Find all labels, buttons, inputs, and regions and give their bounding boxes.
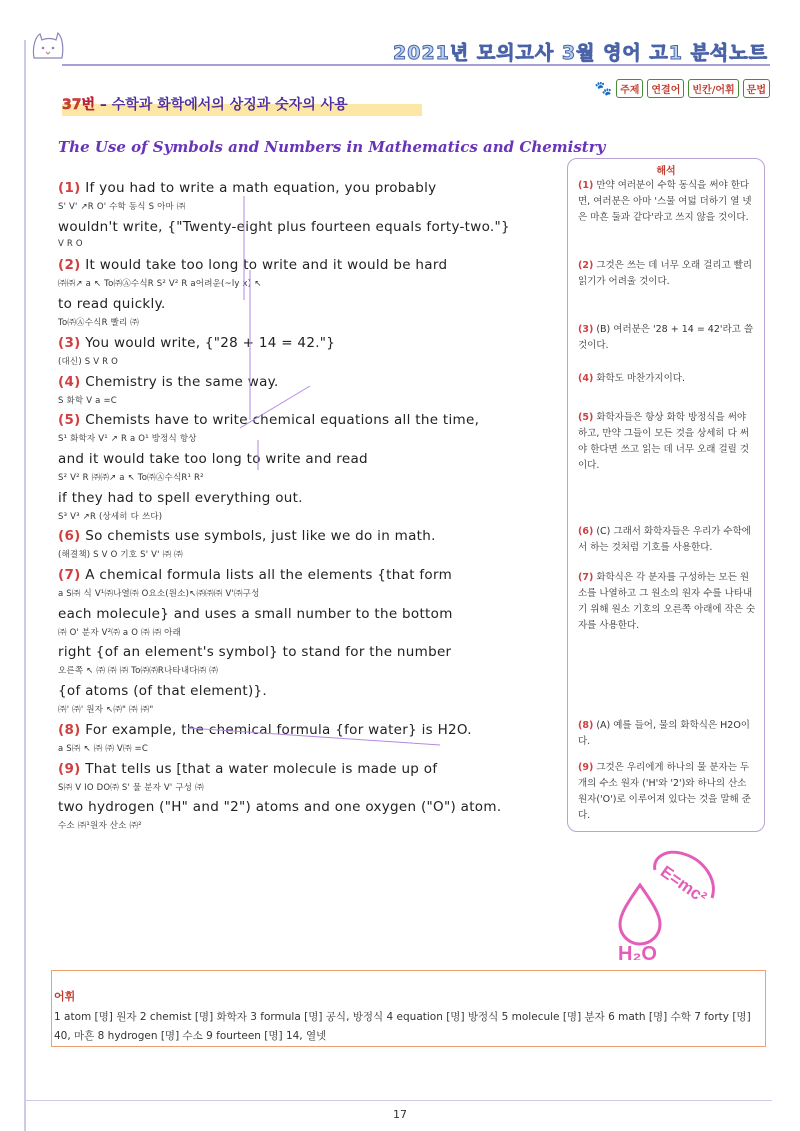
sentence-text: right {of an element's symbol} to stand for the number xyxy=(58,644,452,661)
tab-grammar: 문법 xyxy=(743,79,770,98)
grammar-annotation: ㈜' ㈜' 원자 ↖㈜" ㈜ ㈜" xyxy=(58,705,154,716)
tab-connector: 연결어 xyxy=(647,79,684,98)
sentence-line xyxy=(58,257,447,273)
translation-item xyxy=(578,258,758,290)
sentence-line xyxy=(58,722,472,738)
cat-logo-icon xyxy=(28,28,68,64)
header-title: 2021년 모의고사 3월 영어 고1 분석노트 xyxy=(393,42,768,64)
sentence-text: You would write, {"28 + 14 = 42."} xyxy=(80,334,336,351)
translation-text: 만약 여러분이 수학 동식을 써야 한다면, 여러분은 아마 '스물 여덟 더하기 열 넷은 마흔 둘과 같다'라고 쓰지 않을 것이다. xyxy=(578,180,752,223)
translation-text: (B) 여러분은 '28 + 14 = 42'라고 쓸 것이다. xyxy=(578,324,754,351)
sentence-text: A chemical formula lists all the elements {that form xyxy=(80,567,453,583)
section-title: – 수학과 화학에서의 상징과 숫자의 사용 xyxy=(99,97,348,113)
sentence-line xyxy=(58,490,303,506)
sentence-text: That tells us [that a water molecule is made up of xyxy=(80,760,438,777)
sentence-number: (9) xyxy=(58,760,81,777)
sentence-line xyxy=(58,180,436,196)
grammar-annotation: To㈜Ⓐ수식R 빨리 ㈜ xyxy=(58,318,140,329)
page-number: 17 xyxy=(393,1108,407,1121)
translation-number: (1) xyxy=(578,180,594,191)
vocab-heading: 어휘 xyxy=(54,990,76,1003)
footer-rule xyxy=(24,1100,772,1101)
left-margin-rule xyxy=(24,40,26,1131)
sentence-number: (3) xyxy=(58,334,81,351)
grammar-annotation: S³ V³ ↗R (상세히 다 쓰다) xyxy=(58,511,163,522)
sentence-line xyxy=(58,219,510,235)
translation-heading: 해석 xyxy=(656,166,676,177)
english-title: The Use of Symbols and Numbers in Mathematics and Chemistry xyxy=(58,138,606,156)
translation-number: (4) xyxy=(578,373,594,384)
sentence-line xyxy=(58,374,279,390)
grammar-annotation: V R O xyxy=(58,238,83,249)
translation-number: (2) xyxy=(578,260,594,271)
grammar-annotation: S¹ 화학자 V¹ ↗ R a O¹ 방정식 항상 xyxy=(58,434,197,445)
translation-text: 그것은 쓰는 데 너무 오래 걸리고 빨리 읽기가 어려울 것이다. xyxy=(578,260,753,287)
translation-item xyxy=(578,178,758,226)
grammar-annotation: S² V² R ㈜㈜↗ a ↖ To㈜Ⓐ수식R¹ R² xyxy=(58,472,204,483)
sentence-number: (6) xyxy=(58,528,81,545)
sentence-line xyxy=(58,567,452,583)
sentence-text: If you had to write a math equation, you probably xyxy=(80,180,437,196)
tab-topic: 주제 xyxy=(616,79,643,98)
water-text: H₂O xyxy=(618,943,657,960)
translation-text: 그것은 우리에게 하나의 물 분자는 두 개의 수소 원자 ('H'와 '2')와 하나의 산소 원자('O')로 이루어져 있다는 것을 말해 준다. xyxy=(578,762,751,821)
sentence-text: It would take too long to write and it would be hard xyxy=(80,257,448,274)
grammar-annotation: 수소 ㈜¹원자 산소 ㈜² xyxy=(58,821,142,832)
translation-item xyxy=(578,570,758,634)
sentence-text: and it would take too long to write and read xyxy=(58,450,368,467)
sentence-text: So chemists use symbols, just like we do in math. xyxy=(80,528,436,545)
translation-number: (8) xyxy=(578,720,594,731)
sentence-line xyxy=(58,528,436,544)
paw-icon: 🐾 xyxy=(594,80,613,97)
grammar-annotation: S 화학 V a =C xyxy=(58,395,117,406)
sentence-text: if they had to spell everything out. xyxy=(58,489,303,506)
sentence-line xyxy=(58,412,479,428)
grammar-annotation: a S㈜ ↖ ㈜ ㈜ V㈜ =C xyxy=(58,743,149,754)
water-drop-illustration xyxy=(600,840,730,960)
translation-number: (9) xyxy=(578,762,594,773)
translation-text: (A) 예를 들어, 물의 화학식은 H2O이다. xyxy=(578,720,750,747)
sentence-number: (5) xyxy=(58,412,81,429)
sentence-text: two hydrogen ("H" and "2") atoms and one oxygen ("O") atom. xyxy=(58,799,502,816)
grammar-annotation: ㈜ O' 분자 V²㈜ a O ㈜ ㈜ 아래 xyxy=(58,627,182,638)
sentence-number: (2) xyxy=(58,257,81,274)
sentence-number: (8) xyxy=(58,721,81,738)
sentence-line xyxy=(58,644,451,660)
translation-item xyxy=(578,760,758,824)
grammar-annotation: (해결책) S V O 기호 S' V' ㈜ ㈜ xyxy=(58,550,183,561)
sentence-text: wouldn't write, {"Twenty-eight plus fourteen equals forty-two."} xyxy=(58,218,510,235)
section-number: 37번 xyxy=(62,97,96,113)
translation-item xyxy=(578,322,758,354)
sentence-line xyxy=(58,335,335,351)
translation-number: (7) xyxy=(578,572,594,583)
sentence-number: (7) xyxy=(58,567,81,583)
grammar-annotation: 오른쪽 ↖ ㈜ ㈜ ㈜ To㈜㈜R나타내다㈜ ㈜ xyxy=(58,666,218,677)
translation-number: (5) xyxy=(578,412,594,423)
sentence-text: Chemistry is the same way. xyxy=(80,373,279,390)
translation-item xyxy=(578,524,758,556)
grammar-annotation: ㈜㈜↗ a ↖ To㈜Ⓐ수식R S² V² R a어려운(~ly x) ↖ xyxy=(58,279,262,290)
sentence-text: {of atoms (of that element)}. xyxy=(58,683,267,700)
formula-text: E=mc² xyxy=(656,862,711,908)
vocab-list: 1 atom [명] 원자 2 chemist [명] 화학자 3 formula [명] 공식, 방정식 4 equation [명] 방정식 5 molecule [명] 분자 6 math [명] 수학 7 forty [명] 40, 마흔 8 hydrogen [명] 수소 9 fourteen [명] 14, 열넷 xyxy=(54,1011,751,1042)
sentence-line xyxy=(58,761,437,777)
sentence-number: (1) xyxy=(58,180,81,196)
translation-text: 화학도 마찬가지이다. xyxy=(596,373,685,384)
translation-item xyxy=(578,410,758,474)
grammar-annotation: S' V' ↗R O' 수학 동식 S 아마 ㈜ xyxy=(58,202,186,212)
sentence-text: to read quickly. xyxy=(58,296,166,313)
sentence-text: Chemists have to write chemical equations all the time, xyxy=(80,412,480,429)
header-rule xyxy=(62,64,770,66)
grammar-annotation: (대신) S V R O xyxy=(58,356,119,367)
sentence-line xyxy=(58,799,501,815)
sentence-line xyxy=(58,683,267,699)
category-tabs xyxy=(595,79,770,98)
grammar-annotation: S㈜ V IO DO㈜ S' 물 분자 V' 구성 ㈜ xyxy=(58,782,204,793)
translation-text: 화학자들은 항상 화학 방정식을 써야 하고, 만약 그들이 모든 것을 상세히 다 써야 한다면 쓰고 읽는 데 너무 오래 걸릴 것이다. xyxy=(578,412,749,471)
translation-item xyxy=(578,371,758,387)
sentence-line xyxy=(58,606,453,622)
sentence-text: each molecule} and uses a small number to the bottom xyxy=(58,605,453,622)
translation-item xyxy=(578,718,758,750)
sentence-text: For example, the chemical formula {for water} is H2O. xyxy=(80,721,472,738)
translation-number: (6) xyxy=(578,526,594,537)
sentence-number: (4) xyxy=(58,373,81,390)
sentence-line xyxy=(58,451,368,467)
translation-text: (C) 그래서 화학자들은 우리가 수학에서 하는 것처럼 기호를 사용한다. xyxy=(578,526,751,553)
grammar-annotation: a S㈜ 식 V¹㈜나열㈜ O요소(원소)↖㈜㈜㈜ V'㈜구성 xyxy=(58,589,260,599)
translation-number: (3) xyxy=(578,324,594,335)
translation-text: 화학식은 각 분자를 구성하는 모든 원소를 나열하고 그 원소의 원자 수를 나타내기 위해 원소 기호의 오른쪽 아래에 작은 숫자를 사용한다. xyxy=(578,572,756,631)
section-heading xyxy=(62,94,348,114)
tab-blank-vocab: 빈칸/어휘 xyxy=(688,79,738,98)
sentence-line xyxy=(58,296,166,312)
